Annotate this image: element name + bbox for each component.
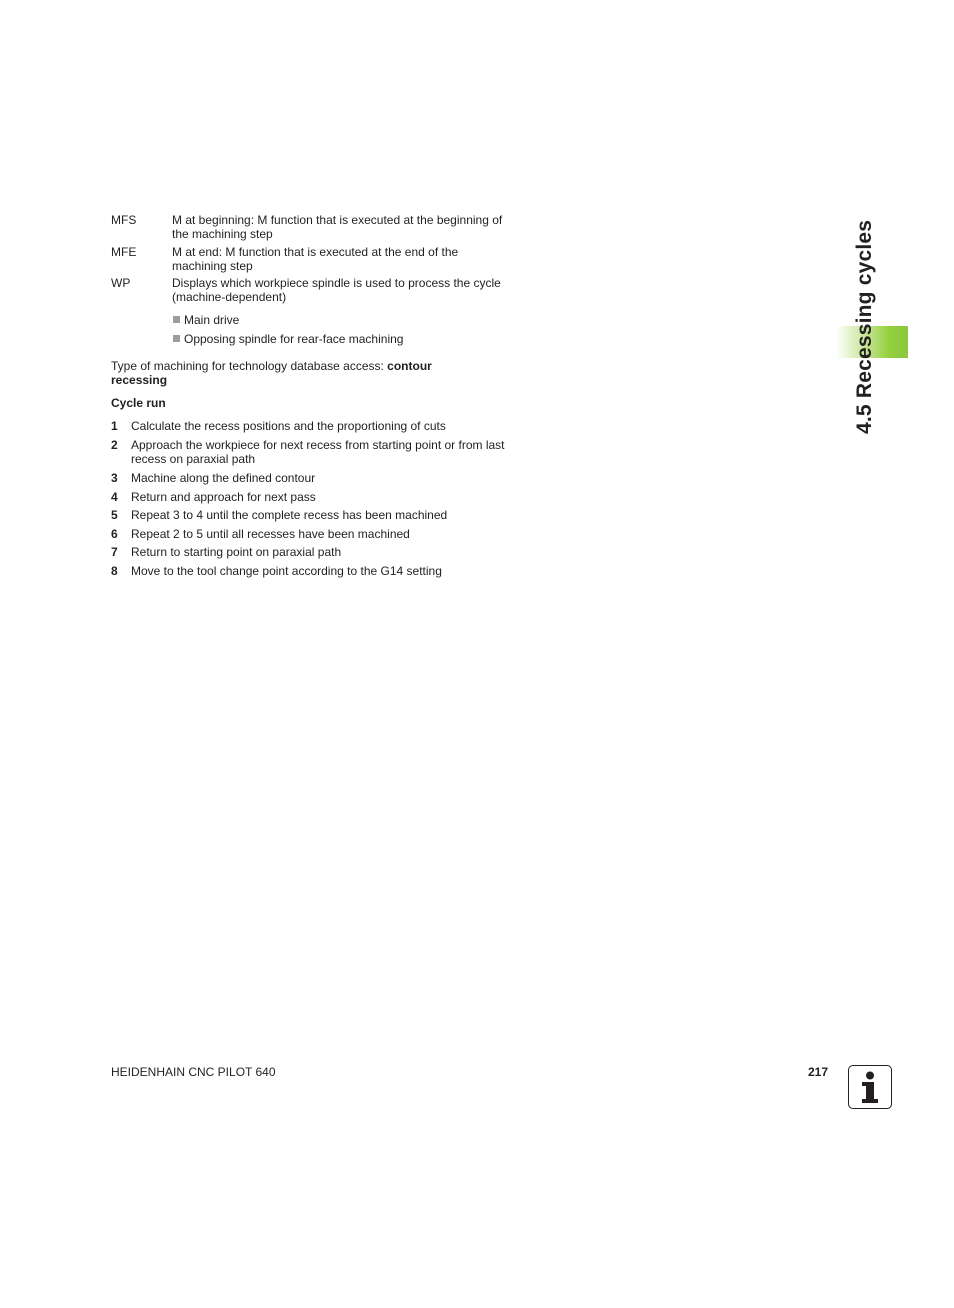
info-icon	[848, 1065, 892, 1109]
square-bullet-icon	[173, 335, 180, 342]
square-bullet-icon	[173, 316, 180, 323]
step-number: 8	[111, 564, 118, 578]
technology-note-text: Type of machining for technology database access:	[111, 359, 388, 373]
step-text: Machine along the defined contour	[131, 471, 316, 485]
step-number: 1	[111, 419, 118, 433]
step-text: Approach the workpiece for next recess from starting point or from last recess on paraxial path	[131, 438, 505, 466]
step-text: Return and approach for next pass	[131, 490, 316, 504]
footer-product-name: HEIDENHAIN CNC PILOT 640	[111, 1065, 276, 1079]
info-glyph	[849, 1066, 890, 1107]
step-number: 5	[111, 508, 118, 522]
machining-type-word: recessing	[111, 373, 168, 387]
step-text: Return to starting point on paraxial path	[131, 545, 342, 559]
step-number: 3	[111, 471, 118, 485]
step-number: 6	[111, 527, 118, 541]
machining-type-word: contour	[387, 359, 432, 373]
param-description: M at end: M function that is executed at the end of the machining step	[172, 245, 459, 273]
option-label: Opposing spindle for rear-face machining	[184, 332, 404, 346]
param-key: WP	[111, 276, 131, 290]
param-description: M at beginning: M function that is executed at the beginning of the machining step	[172, 213, 503, 241]
section-title: 4.5 Recessing cycles	[853, 219, 876, 434]
step-number: 7	[111, 545, 118, 559]
wp-option-main-drive	[173, 313, 239, 327]
technology-note	[111, 359, 511, 387]
step-number: 2	[111, 438, 118, 452]
option-label: Main drive	[184, 313, 240, 327]
param-key: MFS	[111, 213, 137, 227]
step-text: Repeat 3 to 4 until the complete recess has been machined	[131, 508, 448, 522]
wp-option-opposing-spindle	[173, 332, 403, 346]
step-text: Repeat 2 to 5 until all recesses have been machined	[131, 527, 410, 541]
cycle-run-heading: Cycle run	[111, 396, 166, 410]
step-text: Calculate the recess positions and the proportioning of cuts	[131, 419, 446, 433]
param-key: MFE	[111, 245, 137, 259]
param-description: Displays which workpiece spindle is used to process the cycle (machine-dependent)	[172, 276, 501, 304]
step-number: 4	[111, 490, 118, 504]
page-number: 217	[808, 1065, 829, 1079]
step-text: Move to the tool change point according to the G14 setting	[131, 564, 442, 578]
